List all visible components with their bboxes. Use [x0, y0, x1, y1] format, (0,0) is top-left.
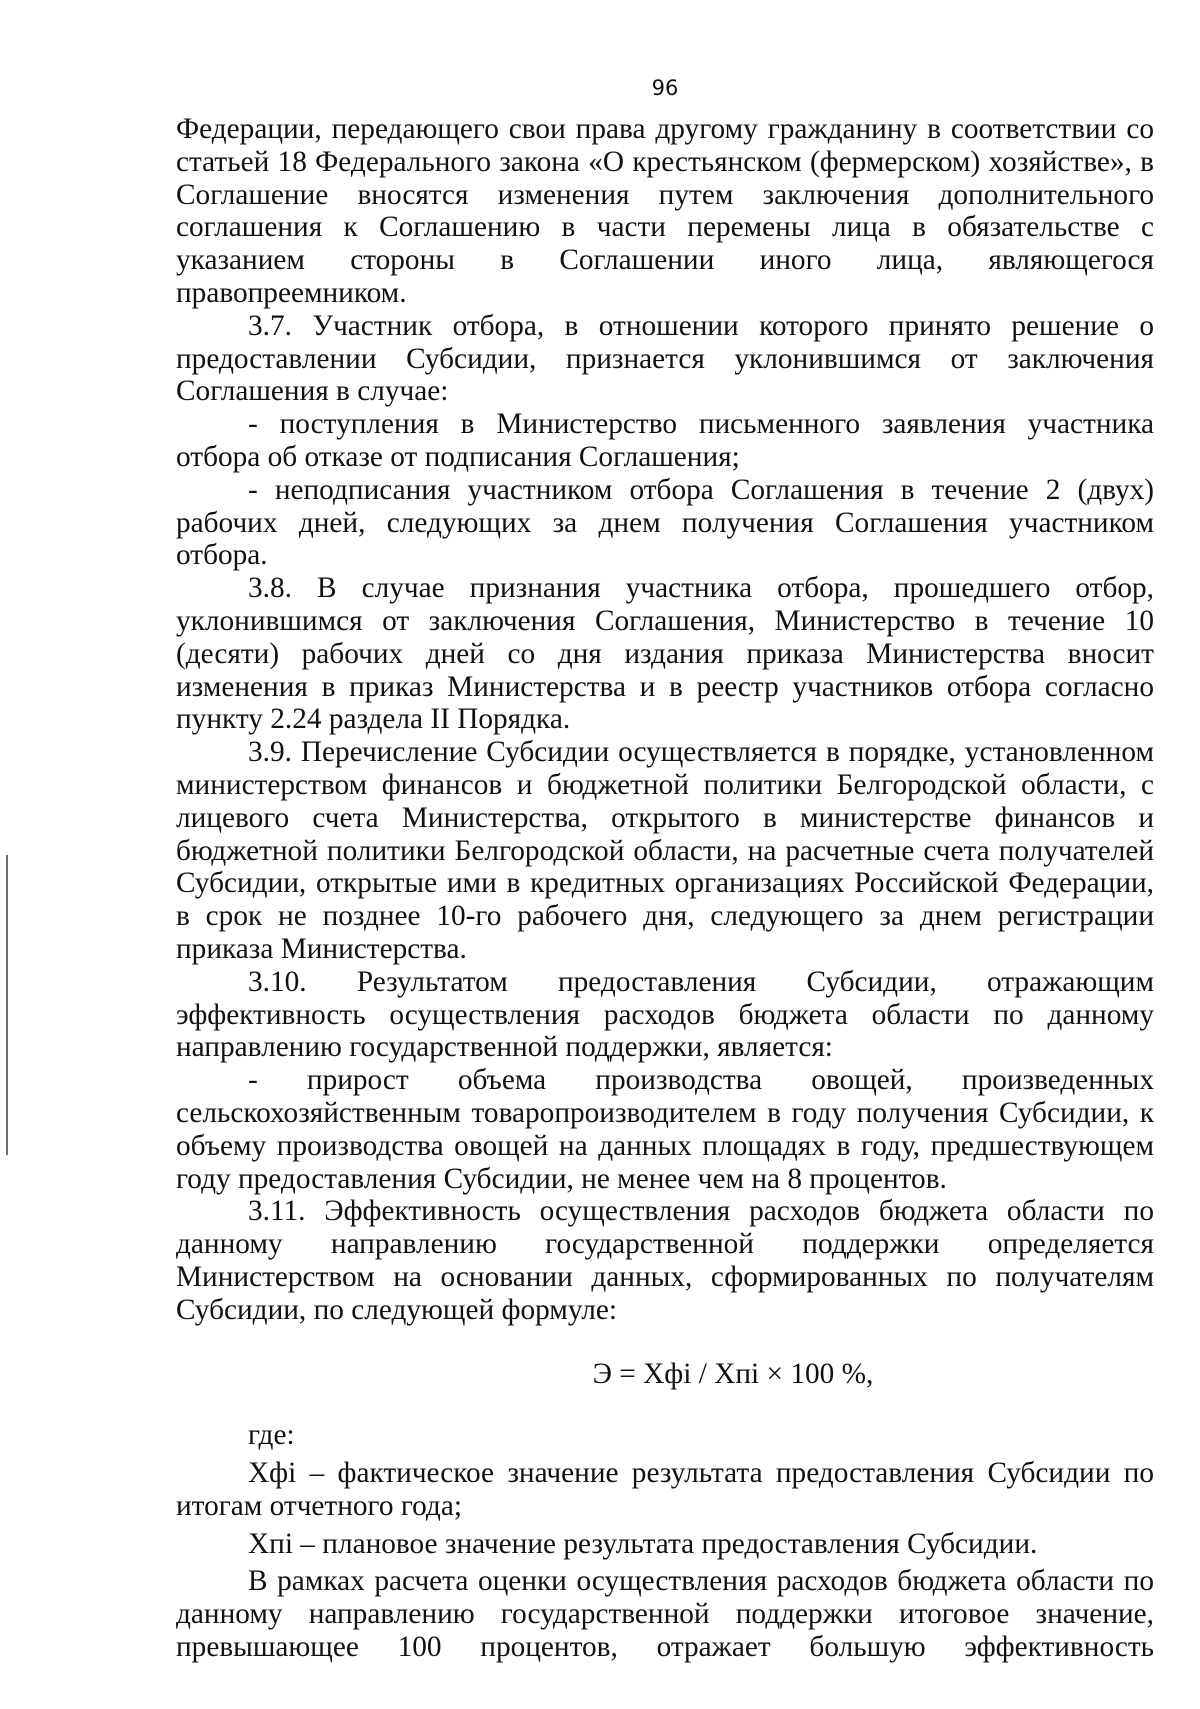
where-label: где: — [248, 1419, 295, 1452]
definition-xfi: Хфi – фактическое значение результата предоставления Субсидии по итогам отчетного года; — [176, 1457, 1154, 1522]
paragraph-bullet-3: - прирост объема производства овощей, произведенных сельскохозяйственным товаропроизводителем в году получения Субсидии, к объему производства овощей на данных площадях в году, предшествующем году предоставления Субсидии, не менее чем на 8 процентов. — [176, 1064, 1154, 1195]
paragraph-bullet-1: - поступления в Министерство письменного заявления участника отбора об отказе от подписания Соглашения; — [176, 408, 1154, 473]
formula: Э = Хфi / Хпi × 100 %, — [592, 1358, 874, 1391]
paragraph-3-7: 3.7. Участник отбора, в отношении которого принято решение о предоставлении Субсидии, признается уклонившимся от заключения Соглашения в случае: — [176, 309, 1154, 408]
page-number: 96 — [651, 76, 679, 100]
paragraph-3-11: 3.11. Эффективность осуществления расходов бюджета области по данному направлению государственной поддержки определяется Министерством на основании данных, сформированных по получателям Субсидии, по следующей формуле: — [176, 1195, 1154, 1326]
paragraph-3-8: 3.8. В случае признания участника отбора, прошедшего отбор, уклонившимся от заключения Соглашения, Министерство в течение 10 (десяти) рабочих дней со дня издания приказа Министерства вносит изменения в приказ Министерства и в реестр участников отбора согласно пункту 2.24 раздела II Порядка. — [176, 572, 1154, 736]
document-body — [176, 113, 1154, 1664]
paragraph-continuation: Федерации, передающего свои права другому гражданину в соответствии со статьей 18 Федерального закона «О крестьянском (фермерском) хозяйстве», в Соглашение вносятся изменения путем заключения дополнительного соглашения к Соглашению в части перемены лица в обязательстве с указанием стороны в Соглашении иного лица, являющегося правопреемником. — [176, 113, 1154, 309]
paragraph-3-9: 3.9. Перечисление Субсидии осуществляется в порядке, установленном министерством финансов и бюджетной политики Белгородской области, с лицевого счета Министерства, открытого в министерстве финансов и бюджетной политики Белгородской области, на расчетные счета получателей Субсидии, открытые ими в кредитных организациях Российской Федерации, в срок не позднее 10-го рабочего дня, следующего за днем регистрации приказа Министерства. — [176, 736, 1154, 965]
paragraph-bullet-2: - неподписания участником отбора Соглашения в течение 2 (двух) рабочих дней, следующих за днем получения Соглашения участником отбора. — [176, 473, 1154, 572]
paragraph-final: В рамках расчета оценки осуществления расходов бюджета области по данному направлению государственной поддержки итоговое значение, превышающее 100 процентов, отражает большую эффективность — [176, 1565, 1154, 1664]
paragraph-3-10: 3.10. Результатом предоставления Субсидии, отражающим эффективность осуществления расходов бюджета области по данному направлению государственной поддержки, является: — [176, 965, 1154, 1064]
definition-xpi: Хпi – плановое значение результата предоставления Субсидии. — [248, 1527, 1038, 1560]
scan-edge-mark — [6, 855, 8, 1155]
